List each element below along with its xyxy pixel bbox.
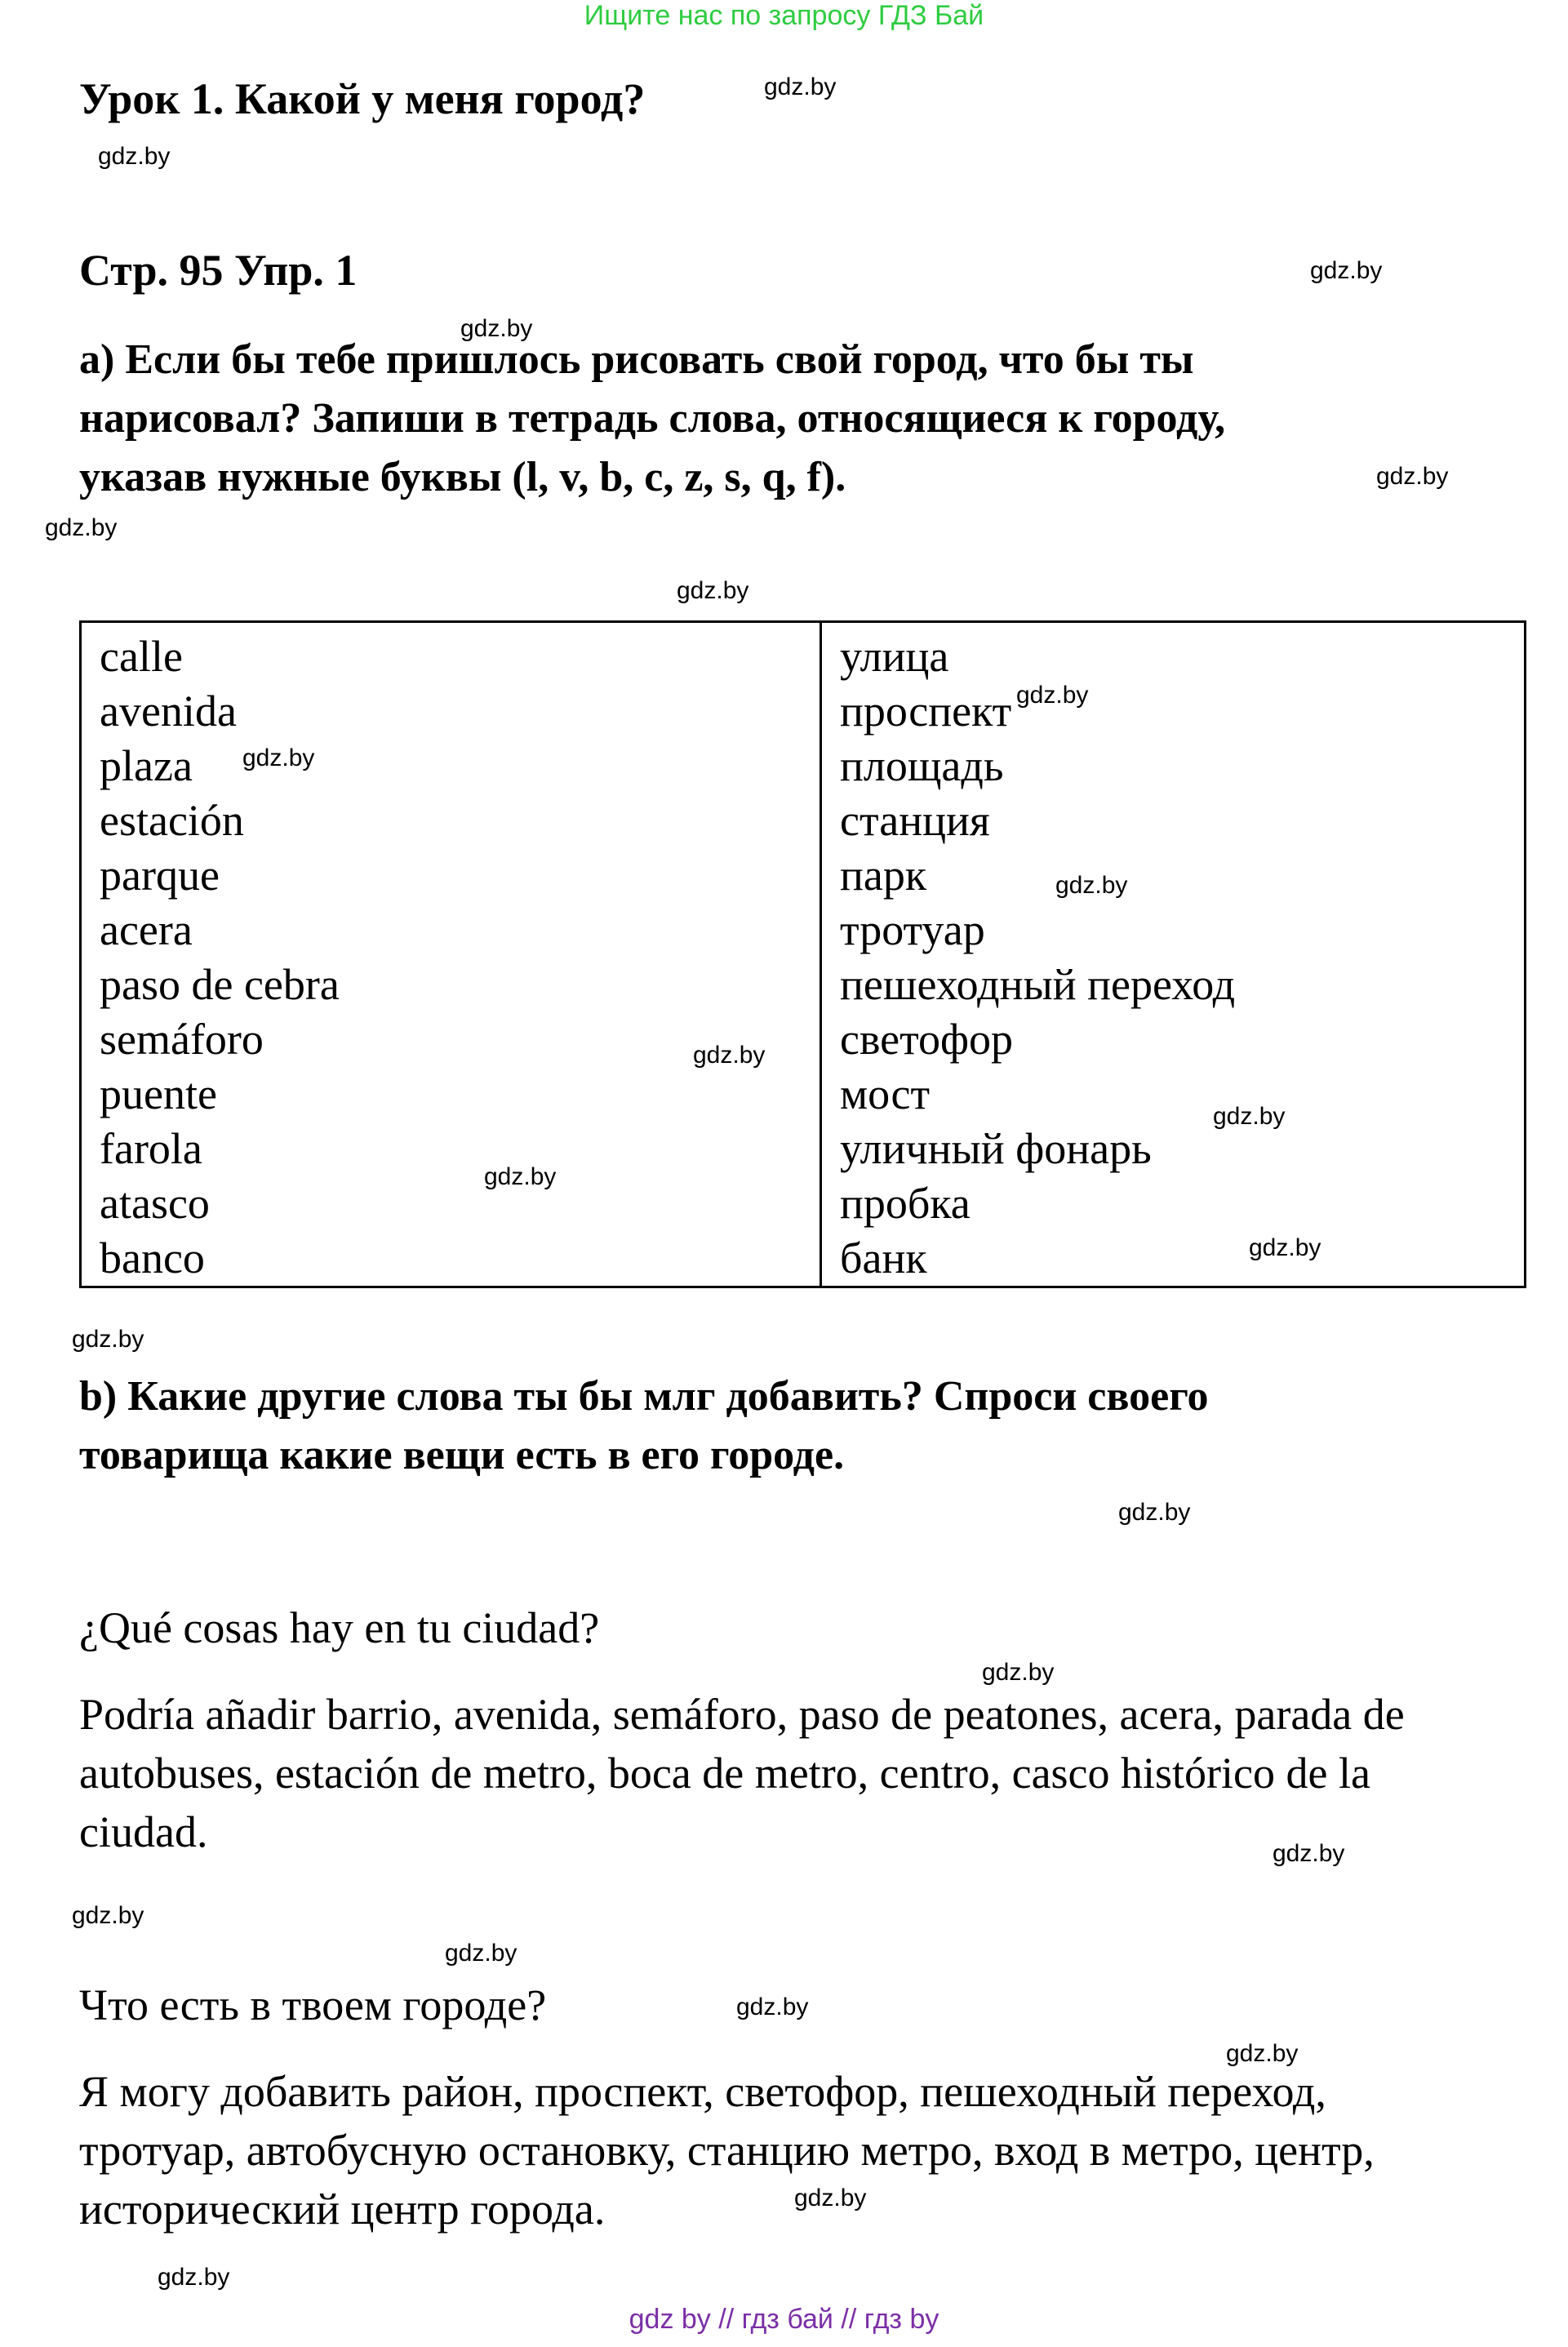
russian-words-column (821, 622, 1526, 1287)
spanish-word: calle (100, 632, 183, 681)
watermark: gdz.by (1055, 872, 1128, 899)
answer-spanish-line: autobuses, estación de metro, boca de metro, centro, casco histórico de la (79, 1749, 1370, 1798)
watermark: gdz.by (1016, 682, 1089, 709)
russian-word: уличный фонарь (840, 1124, 1152, 1173)
russian-word: парк (840, 851, 927, 900)
task-a (79, 331, 1225, 507)
spanish-word: paso de cebra (100, 960, 340, 1009)
question-russian: Что есть в твоем городе? (79, 1980, 547, 2029)
watermark: gdz.by (1249, 1234, 1321, 1261)
task-a-line: указав нужные буквы (l, v, b, c, z, s, q, f). (79, 454, 846, 500)
watermark: gdz.by (982, 1659, 1055, 1686)
watermark: gdz.by (764, 73, 837, 100)
question-spanish: ¿Qué cosas hay en tu ciudad? (79, 1603, 600, 1652)
watermark: gdz.by (45, 514, 118, 541)
watermark: gdz.by (242, 745, 315, 771)
watermark: gdz.by (677, 577, 749, 604)
watermark: gdz.by (736, 1994, 809, 2020)
watermark: gdz.by (1310, 257, 1383, 284)
russian-word: пробка (840, 1179, 971, 1228)
russian-word: станция (840, 796, 990, 845)
watermark: gdz.by (484, 1163, 557, 1190)
spanish-word: farola (100, 1124, 202, 1173)
spanish-word: acera (100, 905, 193, 954)
spanish-word: puente (100, 1069, 217, 1118)
footer-links: gdz by // гдз бай // гдз by (629, 2304, 939, 2335)
russian-word: тротуар (840, 905, 985, 954)
task-b-line: b) Какие другие слова ты бы млг добавить? Спроси своего (79, 1373, 1209, 1420)
watermark: gdz.by (158, 2264, 230, 2291)
russian-word: мост (840, 1069, 931, 1118)
answer-russian-line: исторический центр города. (79, 2185, 606, 2234)
watermark: gdz.by (1273, 1840, 1345, 1867)
vocabulary-table (79, 620, 1526, 1288)
top-banner: Ищите нас по запросу ГДЗ Бай (584, 0, 984, 31)
watermark: gdz.by (445, 1940, 517, 1967)
spanish-word: atasco (100, 1179, 210, 1228)
watermark: gdz.by (1118, 1499, 1191, 1526)
table-row (81, 622, 1526, 1287)
watermark: gdz.by (1213, 1103, 1286, 1130)
spanish-words-column (81, 622, 821, 1287)
answer-russian-line: Я могу добавить район, проспект, светофор, пешеходный переход, (79, 2067, 1326, 2116)
russian-word: проспект (840, 687, 1012, 736)
spanish-word: plaza (100, 741, 193, 790)
russian-word: светофор (840, 1015, 1013, 1064)
task-b-line: товарища какие вещи есть в его городе. (79, 1432, 845, 1478)
russian-word: пешеходный переход (840, 960, 1236, 1009)
watermark: gdz.by (72, 1326, 144, 1353)
answer-spanish-line: Podría añadir barrio, avenida, semáforo, paso de peatones, acera, parada de (79, 1690, 1405, 1739)
answer-russian-line: тротуар, автобусную остановку, станцию метро, вход в метро, центр, (79, 2126, 1375, 2175)
watermark: gdz.by (72, 1902, 144, 1929)
task-b (79, 1367, 1209, 1485)
answer-russian (79, 2062, 1375, 2238)
answer-spanish-line: ciudad. (79, 1807, 208, 1856)
watermark: gdz.by (794, 2185, 867, 2211)
russian-word: площадь (840, 741, 1004, 790)
russian-word: банк (840, 1234, 927, 1282)
russian-word: улица (840, 632, 949, 681)
task-a-line: a) Если бы тебе пришлось рисовать свой город, что бы ты (79, 336, 1194, 383)
spanish-word: estación (100, 796, 244, 845)
spanish-word: parque (100, 851, 220, 900)
spanish-word: semáforo (100, 1015, 264, 1064)
watermark: gdz.by (693, 1042, 766, 1069)
watermark: gdz.by (1376, 463, 1449, 490)
spanish-word: avenida (100, 687, 237, 736)
lesson-title: Урок 1. Какой у меня город? (79, 74, 646, 123)
answer-spanish (79, 1685, 1405, 1861)
watermark: gdz.by (98, 143, 171, 170)
spanish-word: banco (100, 1234, 205, 1282)
exercise-title: Стр. 95 Упр. 1 (79, 246, 358, 295)
watermark: gdz.by (1226, 2040, 1299, 2067)
task-a-line: нарисовал? Запиши в тетрадь слова, относящиеся к городу, (79, 395, 1226, 442)
watermark: gdz.by (460, 315, 533, 342)
